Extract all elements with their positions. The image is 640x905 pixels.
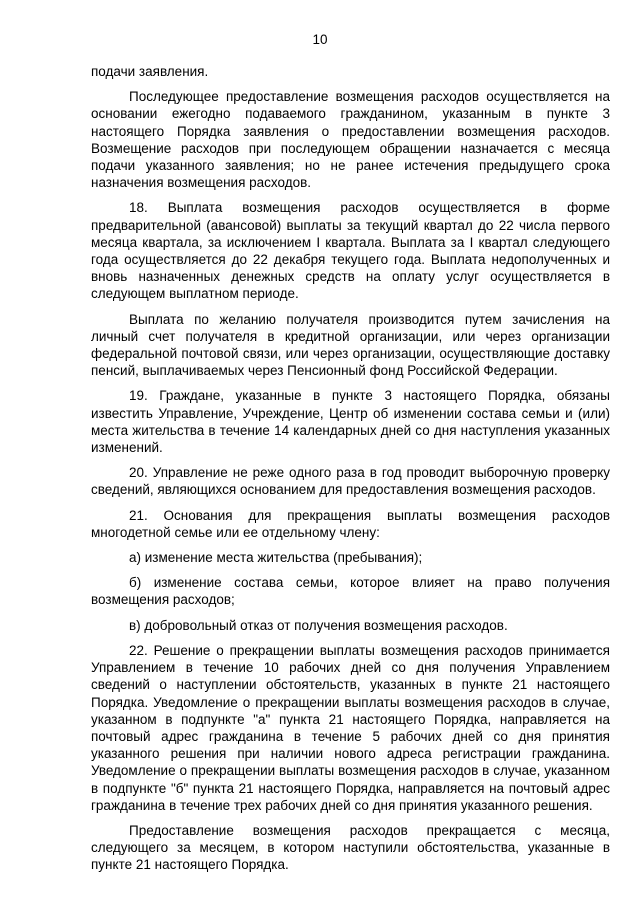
paragraph-subsequent-provision: Последующее предоставление возмещения расходов осуществляется на основании ежегодно подаваемого гражданином, указанным в пункте 3 настоящего Порядка заявления о предоставлении возмещения расходов. Возмещение расходов при последующем обращении назначается с месяца подачи указанного заявления; но не ранее истечения предыдущего срока назначения возмещения расходов. xyxy=(91,89,610,191)
paragraph-item-22: 22. Решение о прекращении выплаты возмещения расходов принимается Управлением в течение 10 рабочих дней со дня получения Управлением сведений о наступлении обстоятельств, указанных в пункте 21 настоящего Порядка. Уведомление о прекращении выплаты возмещения расходов в случае, указанном в подпункте "а" пункта 21 настоящего Порядка, направляется на почтовый адрес гражданина в течение 5 рабочих дней со дня принятия указанного решения при наличии нового адреса регистрации гражданина. Уведомление о прекращении выплаты возмещения расходов в случае, указанном в подпункте "б" пункта 21 настоящего Порядка, направляется на почтовый адрес гражданина в течение трех рабочих дней со дня принятия указанного решения. xyxy=(91,642,610,813)
page-number: 10 xyxy=(312,32,328,47)
paragraph-item-21-c: в) добровольный отказ от получения возмещения расходов. xyxy=(129,617,508,633)
paragraph-item-21-b: б) изменение состава семьи, которое влияет на право получения возмещения расходов; xyxy=(91,575,610,608)
paragraph-termination: Предоставление возмещения расходов прекращается с месяца, следующего за месяцем, в котором наступили обстоятельства, указанные в пункте 21 настоящего Порядка. xyxy=(91,822,610,873)
paragraph-item-20: 20. Управление не реже одного раза в год проводит выборочную проверку сведений, являющихся основанием для предоставления возмещения расходов. xyxy=(91,465,610,498)
paragraph-item-19: 19. Граждане, указанные в пункте 3 настоящего Порядка, обязаны известить Управление, Учреждение, Центр об изменении состава семьи и (или) места жительства в течение 14 календарных дней со дня наступления указанных изменений. xyxy=(91,388,610,456)
paragraph-payment-method: Выплата по желанию получателя производится путем зачисления на личный счет получателя в кредитной организации, или через организации федеральной почтовой связи, или через организации, осуществляющие доставку пенсий, выплачиваемых через Пенсионный фонд Российской Федерации. xyxy=(91,311,610,379)
document-body xyxy=(91,63,610,882)
paragraph-item-18: 18. Выплата возмещения расходов осуществляется в форме предварительной (авансовой) выплаты за текущий квартал до 22 числа первого месяца квартала, за исключением I квартала. Выплата за I квартал следующего года осуществляется до 22 декабря текущего года. Выплата недополученных и вновь назначенных денежных средств на оплату услуг осуществляется в следующем выплатном периоде. xyxy=(91,200,610,302)
paragraph-continuation: подачи заявления. xyxy=(91,64,209,79)
paragraph-item-21: 21. Основания для прекращения выплаты возмещения расходов многодетной семье или ее отдельному члену: xyxy=(91,507,610,540)
paragraph-item-21-a: а) изменение места жительства (пребывания); xyxy=(129,550,423,566)
